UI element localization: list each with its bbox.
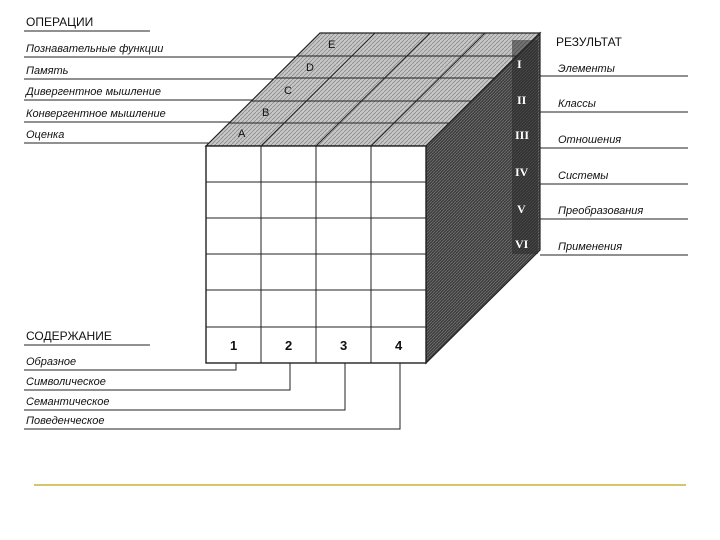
content-label-symbolic: Символическое (26, 376, 106, 388)
result-label-relations: Отношения (558, 134, 622, 146)
result-roman-6: VI (515, 237, 529, 251)
content-number-1: 1 (230, 338, 238, 353)
result-label-systems: Системы (558, 170, 609, 182)
operation-letter-c: C (284, 85, 292, 97)
result-roman-3: III (515, 128, 530, 142)
side-numeral-band (512, 40, 538, 254)
operation-letter-d: D (306, 62, 314, 74)
operation-letter-e: E (328, 39, 336, 51)
result-label-applications: Применения (558, 241, 623, 253)
result-roman-5: V (517, 202, 526, 216)
content-label-behavioral: Поведенческое (26, 415, 105, 427)
operations-header: ОПЕРАЦИИ (26, 15, 94, 29)
result-label-classes: Классы (558, 98, 596, 110)
content-label-figural: Образное (26, 356, 77, 368)
content-label-semantic: Семантическое (26, 396, 110, 408)
operation-letter-a: A (238, 128, 246, 140)
operation-label-convergent: Конвергентное мышление (26, 108, 166, 120)
result-header: РЕЗУЛЬТАТ (556, 35, 622, 49)
result-label-transformations: Преобразования (558, 205, 644, 217)
operation-label-memory: Память (26, 65, 69, 77)
operation-letter-b: B (262, 107, 270, 119)
operation-label-divergent: Дивергентное мышление (26, 86, 161, 98)
operation-label-cognition: Познавательные функции (26, 43, 164, 55)
result-roman-4: IV (515, 165, 529, 179)
content-number-3: 3 (340, 338, 348, 353)
operation-label-evaluation: Оценка (26, 129, 65, 141)
content-header: СОДЕРЖАНИЕ (26, 329, 112, 343)
result-roman-1: I (517, 57, 522, 71)
result-roman-2: II (517, 93, 527, 107)
content-number-2: 2 (285, 338, 293, 353)
content-number-4: 4 (395, 338, 403, 353)
result-label-elements: Элементы (558, 63, 615, 75)
